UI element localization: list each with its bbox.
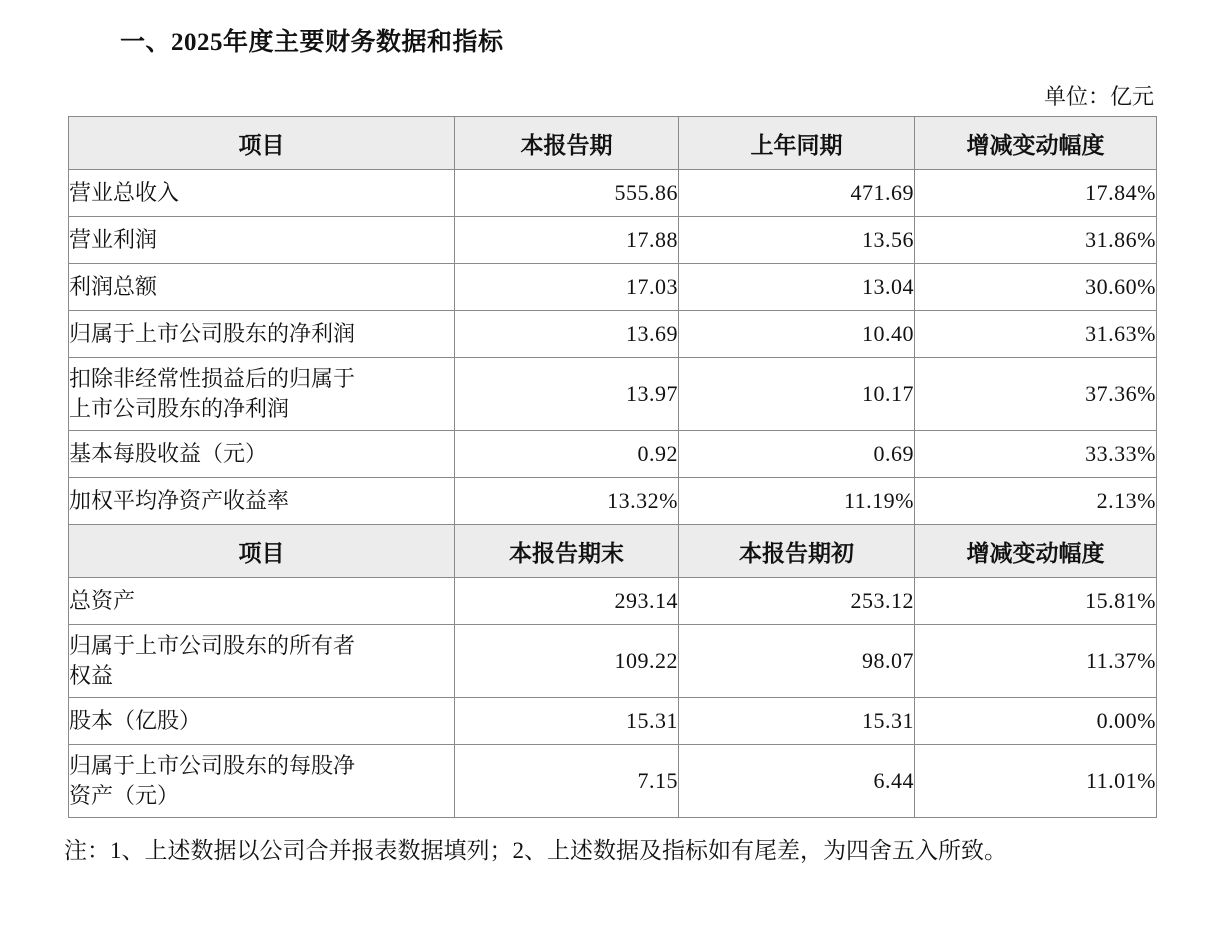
value-previous: 253.12 (679, 578, 915, 625)
row-label: 利润总额 (69, 264, 455, 311)
value-current: 293.14 (455, 578, 679, 625)
value-current: 15.31 (455, 698, 679, 745)
row-label: 加权平均净资产收益率 (69, 478, 455, 525)
table-row (69, 578, 1157, 625)
row-label: 营业总收入 (69, 170, 455, 217)
table-row (69, 431, 1157, 478)
value-change: 17.84% (915, 170, 1157, 217)
row-label: 股本（亿股） (69, 698, 455, 745)
table-row (69, 358, 1157, 431)
row-label: 归属于上市公司股东的所有者 权益 (69, 625, 455, 698)
value-previous: 15.31 (679, 698, 915, 745)
value-current: 13.97 (455, 358, 679, 431)
table-row (69, 264, 1157, 311)
table-body (69, 117, 1157, 818)
page-title: 一、2025年度主要财务数据和指标 (120, 29, 504, 56)
value-change: 30.60% (915, 264, 1157, 311)
column-header: 项目 (69, 525, 455, 578)
row-label: 扣除非经常性损益后的归属于 上市公司股东的净利润 (69, 358, 455, 431)
table-row (69, 625, 1157, 698)
value-current: 555.86 (455, 170, 679, 217)
financial-data-table (68, 116, 1157, 818)
value-previous: 98.07 (679, 625, 915, 698)
row-label: 营业利润 (69, 217, 455, 264)
value-current: 7.15 (455, 745, 679, 818)
column-header: 本报告期末 (455, 525, 679, 578)
value-current: 13.69 (455, 311, 679, 358)
column-header: 增减变动幅度 (915, 117, 1157, 170)
row-label: 总资产 (69, 578, 455, 625)
column-header: 上年同期 (679, 117, 915, 170)
row-label: 归属于上市公司股东的净利润 (69, 311, 455, 358)
column-header: 本报告期初 (679, 525, 915, 578)
value-current: 17.03 (455, 264, 679, 311)
value-previous: 10.40 (679, 311, 915, 358)
table-header-period (69, 117, 1157, 170)
table-row (69, 698, 1157, 745)
table-row (69, 217, 1157, 264)
value-change: 2.13% (915, 478, 1157, 525)
unit-label: 单位：亿元 (1043, 84, 1154, 109)
table-row (69, 311, 1157, 358)
value-change: 11.37% (915, 625, 1157, 698)
column-header: 项目 (69, 117, 455, 170)
table-row (69, 745, 1157, 818)
value-change: 31.63% (915, 311, 1157, 358)
value-change: 37.36% (915, 358, 1157, 431)
value-previous: 10.17 (679, 358, 915, 431)
value-current: 13.32% (455, 478, 679, 525)
value-current: 17.88 (455, 217, 679, 264)
value-previous: 13.04 (679, 264, 915, 311)
column-header: 增减变动幅度 (915, 525, 1157, 578)
table-footnote: 注：1、上述数据以公司合并报表数据填列；2、上述数据及指标如有尾差，为四舍五入所致。 (64, 838, 1007, 863)
table-row (69, 478, 1157, 525)
table-row (69, 170, 1157, 217)
value-change: 11.01% (915, 745, 1157, 818)
value-previous: 471.69 (679, 170, 915, 217)
value-current: 109.22 (455, 625, 679, 698)
value-previous: 11.19% (679, 478, 915, 525)
row-label: 归属于上市公司股东的每股净 资产（元） (69, 745, 455, 818)
value-previous: 0.69 (679, 431, 915, 478)
value-change: 31.86% (915, 217, 1157, 264)
table-header-balance (69, 525, 1157, 578)
row-label: 基本每股收益（元） (69, 431, 455, 478)
value-change: 0.00% (915, 698, 1157, 745)
column-header: 本报告期 (455, 117, 679, 170)
value-previous: 6.44 (679, 745, 915, 818)
value-change: 15.81% (915, 578, 1157, 625)
value-current: 0.92 (455, 431, 679, 478)
value-change: 33.33% (915, 431, 1157, 478)
value-previous: 13.56 (679, 217, 915, 264)
